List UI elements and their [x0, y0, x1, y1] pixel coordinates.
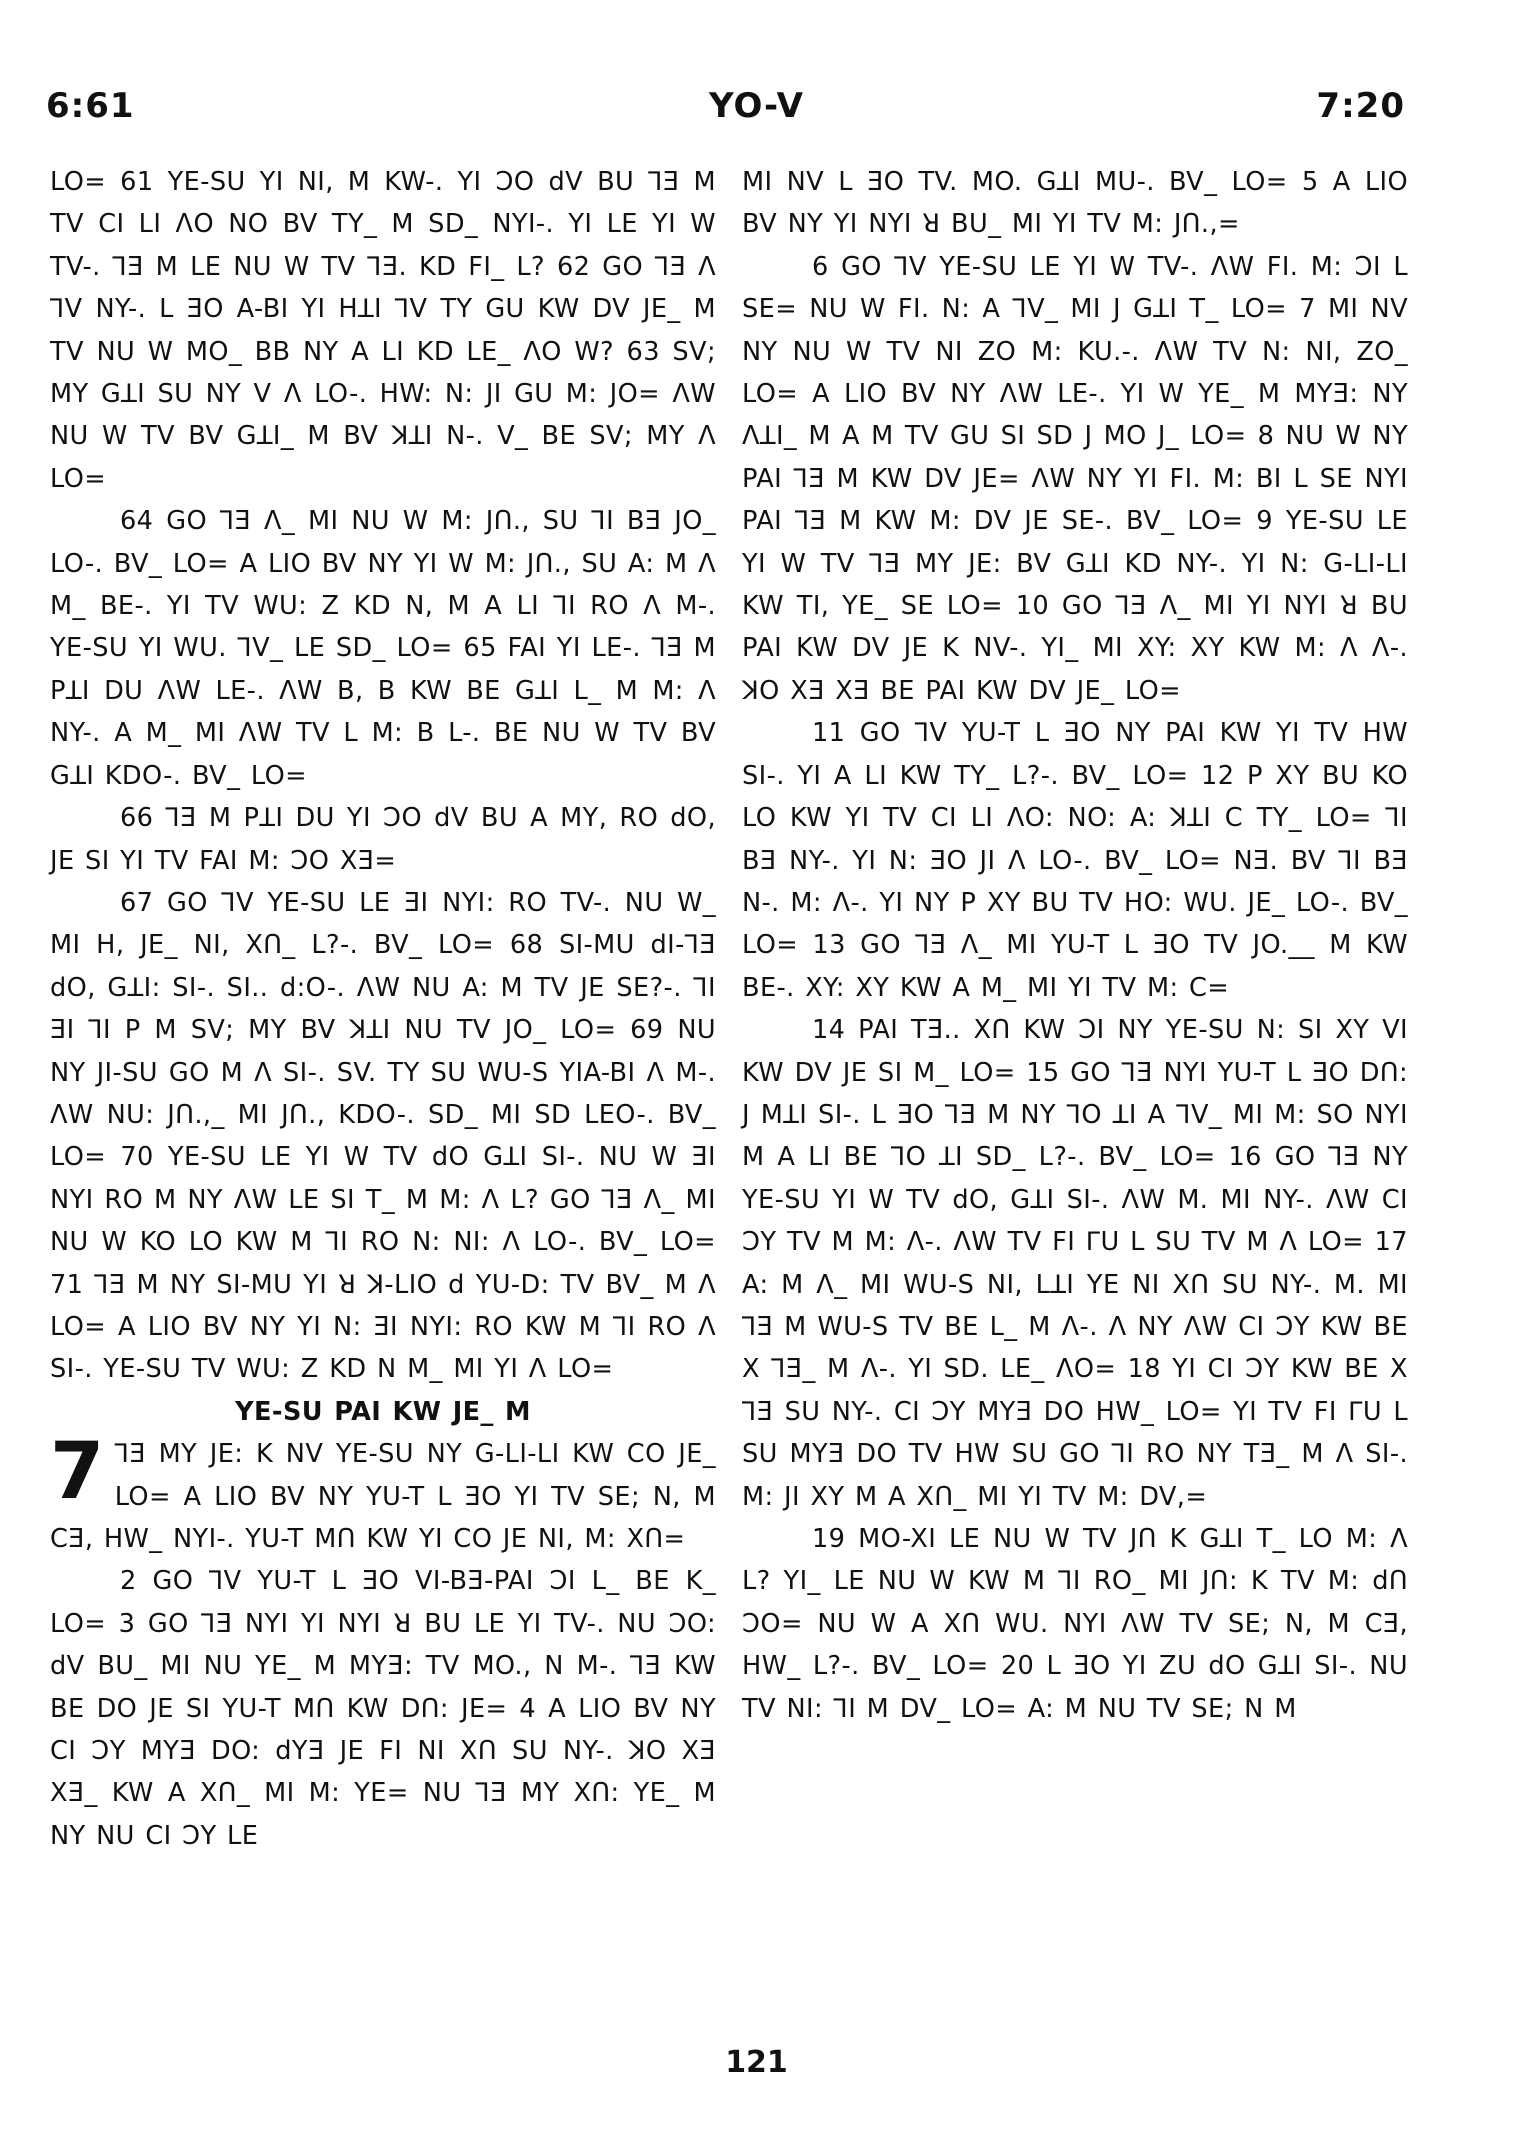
right-paragraph-4: 14 PAI TƎ.. XՈ KW ƆI NY YE-SU N: SI XY VI KW DV JE SI M_ LO= 15 GO ⅂Ǝ NYI YU-T L ƎO DՈ: J MꓕI SI-. L ƎO ⅂Ǝ M NY ⅂O ꓕI A ⅂V_ MI M: SO NYI M A LI BE ⅂O ꓕI SD_ L?-. BV_ LO= 16 GO ⅂Ǝ NY YE-SU YI W TV dO, GꓕI SI-. ɅW M. MI NY-. ɅW CI ƆY TV M M: Ʌ-. ɅW TV FI ᒥU L SU TV M Ʌ LO= 17 A: M Ʌ_ MI WU-S NI, LꓕI YE NI XՈ SU NY-. M. MI ⅂Ǝ M WU-S TV BE L_ M Ʌ-. Ʌ NY ɅW CI ƆY KW BE X ⅂Ǝ_ M Ʌ-. YI SD. LE_ ɅO= 18 YI CI ƆY KW BE X ⅂Ǝ SU NY-. CI ƆY MYƎ DO HW_ LO= YI TV FI ᒥU L SU MYƎ DO TV HW SU GO ⅂I RO NY TƎ_ M Ʌ SI-. M: JI XY M A XՈ_ MI YI TV M: DV,=	[742, 1015, 1408, 1512]
right-paragraph-3: 11 GO ⅂V YU-T L ƎO NY PAI KW YI TV HW SI-. YI A LI KW TY_ L?-. BV_ LO= 12 P XY BU KO LO KW YI TV CI LI ɅO: NO: A: ꓘꓕI C TY_ LO= ⅂I BƎ NY-. YI N: ƎO JI Ʌ LO-. BV_ LO= NƎ. BV ⅂I BƎ N-. M: Ʌ-. YI NY P XY BU TV HO: WU. JE_ LO-. BV_ LO= 13 GO ⅂Ǝ Ʌ_ MI YU-T L ƎO TV JO.__ M KW BE-. XY: XY KW A M_ MI YI TV M: C=	[742, 718, 1408, 1003]
chapter-number-dropcap: 7	[50, 1427, 105, 1518]
left-paragraph-2: 64 GO ⅂Ǝ Ʌ_ MI NU W M: JՈ., SU ⅂I BƎ JO_ LO-. BV_ LO= A LIO BV NY YI W M: JՈ., SU A: M Ʌ M_ BE-. YI TV WU: Z KD N, M A LI ⅂I RO Ʌ M-. YE-SU YI WU. ⅂V_ LE SD_ LO= 65 FAI YI LE-. ⅂Ǝ M PꓕI DU ɅW LE-. ɅW B, B KW BE GꓕI L_ M M: Ʌ NY-. A M_ MI ɅW TV L M: B L-. BE NU W TV BV GꓕI KDO-. BV_ LO=	[50, 506, 716, 791]
chapter-opening	[50, 1427, 716, 1560]
section-heading: YE-SU PAI KW JE_ M	[235, 1396, 531, 1427]
header-left-reference: 6:61	[46, 86, 135, 126]
left-paragraph-5: ⅂Ǝ MY JE: K NV YE-SU NY G-LI-LI KW CO JE_ LO= A LIO BV NY YU-T L ƎO YI TV SE; N, M CƎ, HW_ NYI-. YU-T MՈ KW YI CO JE NI, M: XՈ=	[50, 1439, 716, 1554]
page-number: 121	[725, 2045, 788, 2080]
right-paragraph-2: 6 GO ⅂V YE-SU LE YI W TV-. ɅW FI. M: ƆI L SE= NU W FI. N: A ⅂V_ MI J GꓕI T_ LO= 7 MI NV NY NU W TV NI ZO M: KU.-. ɅW TV N: NI, ZO_ LO= A LIO BV NY ɅW LE-. YI W YE_ M MYƎ: NY ɅꓕI_ M A M TV GU SI SD J MO J_ LO= 8 NU W NY PAI ⅂Ǝ M KW DV JE= ɅW NY YI FI. M: BI L SE NYI PAI ⅂Ǝ M KW M: DV JE SE-. BV_ LO= 9 YE-SU LE YI W TV ⅂Ǝ MY JE: BV GꓕI KD NY-. YI N: G-LI-LI KW TI, YE_ SE LO= 10 GO ⅂Ǝ Ʌ_ MI YI NYI ꓤ BU PAI KW DV JE K NV-. YI_ MI XY: XY KW M: Ʌ Ʌ-. ꓘO XƎ XƎ BE PAI KW DV JE_ LO=	[742, 251, 1408, 706]
left-paragraph-6: 2 GO ⅂V YU-T L ƎO VI-BƎ-PAI ƆI L_ BE K_ LO= 3 GO ⅂Ǝ NYI YI NYI ꓤ BU LE YI TV-. NU ƆO: dV BU_ MI NU YE_ M MYƎ: TV MO., N M-. ⅂Ǝ KW BE DO JE SI YU-T MՈ KW DՈ: JE= 4 A LIO BV NY CI ƆY MYƎ DO: dYƎ JE FI NI XՈ SU NY-. ꓘO XƎ XƎ_ KW A XՈ_ MI M: YE= NU ⅂Ǝ MY XՈ: YE_ M NY NU CI ƆY LE	[50, 1566, 716, 1851]
left-text-column	[50, 161, 716, 1857]
left-paragraph-1: LO= 61 YE-SU YI NI, M KW-. YI ƆO dV BU ⅂Ǝ M TV CI LI ɅO NO BV TY_ M SD_ NYI-. YI LE YI W TV-. ⅂Ǝ M LE NU W TV ⅂Ǝ. KD FI_ L? 62 GO ⅂Ǝ Ʌ ⅂V NY-. L ƎO A-BI YI HꓕI ⅂V TY GU KW DV JE_ M TV NU W MO_ BB NY A LI KD LE_ ɅO W? 63 SV; MY GꓕI SU NY V Ʌ LO-. HW: N: JI GU M: JO= ɅW NU W TV BV GꓕI_ M BV ꓘꓕI N-. V_ BE SV; MY Ʌ LO=	[50, 167, 716, 494]
right-text-column	[742, 161, 1408, 1730]
right-paragraph-1: MI NV L ƎO TV. MO. GꓕI MU-. BV_ LO= 5 A LIO BV NY YI NYI ꓤ BU_ MI YI TV M: JՈ.,=	[742, 167, 1408, 240]
right-paragraph-5: 19 MO-XI LE NU W TV JՈ K GꓕI T_ LO M: Ʌ L? YI_ LE NU W KW M ⅂I RO_ MI JՈ: K TV M: dՈ ƆO= NU W A XՈ WU. NYI ɅW TV SE; N, M CƎ, HW_ L?-. BV_ LO= 20 L ƎO YI ZU dO GꓕI SI-. NU TV NI: ⅂I M DV_ LO= A: M NU TV SE; N M	[742, 1524, 1408, 1724]
left-paragraph-4: 67 GO ⅂V YE-SU LE ƎI NYI: RO TV-. NU W_ MI H, JE_ NI, XՈ_ L?-. BV_ LO= 68 SI-MU dI-⅂Ǝ dO, GꓕI: SI-. SI.. d:O-. ɅW NU A: M TV JE SE?-. ⅂I ƎI ⅂I P M SV; MY BV ꓘꓕI NU TV JO_ LO= 69 NU NY JI-SU GO M Ʌ SI-. SV. TY SU WU-S YIA-BI Ʌ M-. ɅW NU: JՈ.,_ MI JՈ., KDO-. SD_ MI SD LEO-. BV_ LO= 70 YE-SU LE YI W TV dO GꓕI SI-. NU W ƎI NYI RO M NY ɅW LE SI T_ M M: Ʌ L? GO ⅂Ǝ Ʌ_ MI NU W KO LO KW M ⅂I RO N: NI: Ʌ LO-. BV_ LO= 71 ⅂Ǝ M NY SI-MU YI ꓤ ꓘ-LIO d YU-D: TV BV_ M Ʌ LO= A LIO BV NY YI N: ƎI NYI: RO KW M ⅂I RO Ʌ SI-. YE-SU TV WU: Z KD N M_ MI YI Ʌ LO=	[50, 887, 716, 1385]
header-right-reference: 7:20	[1316, 86, 1405, 126]
header-book-title: YO-V	[709, 86, 804, 126]
left-paragraph-3: 66 ⅂Ǝ M PꓕI DU YI ƆO dV BU A MY, RO dO, JE SI YI TV FAI M: ƆO XƎ=	[50, 803, 716, 876]
